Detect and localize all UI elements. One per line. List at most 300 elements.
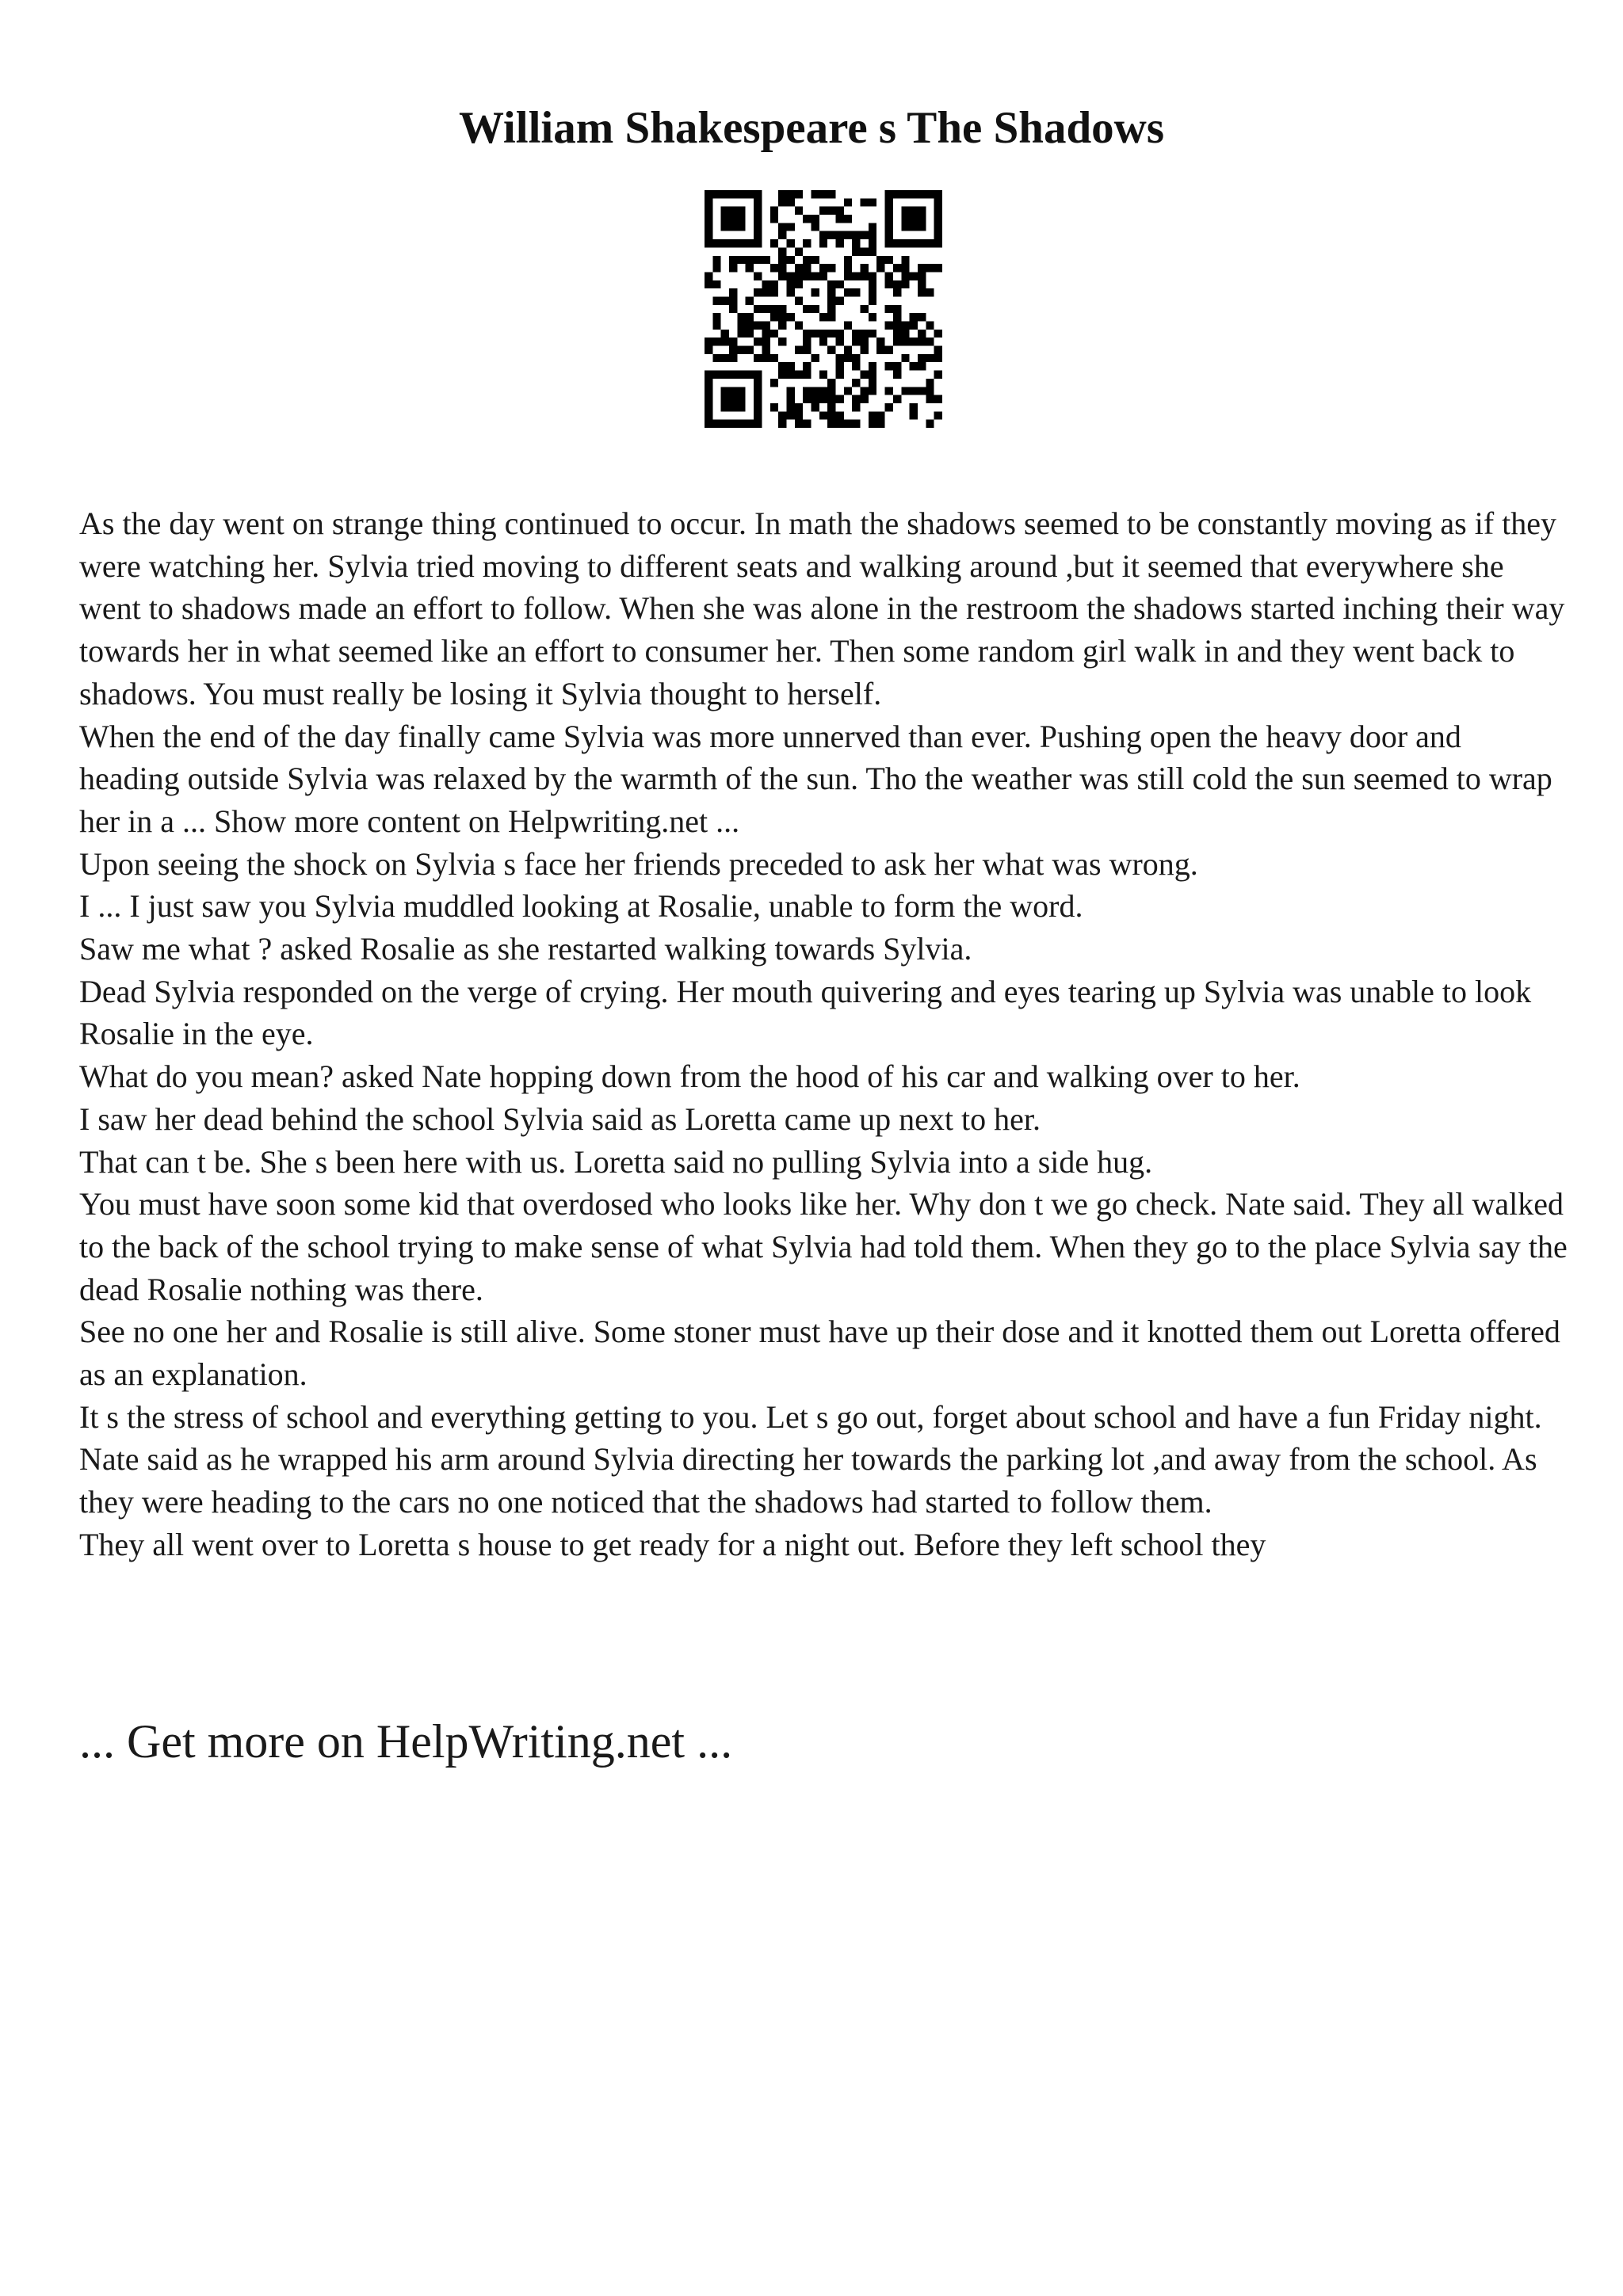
paragraph: What do you mean? asked Nate hopping down from the hood of his car and walking over to her. [79,1058,1300,1095]
qr-module [795,272,803,280]
qr-module [836,231,844,239]
qr-module [819,264,827,272]
qr-module [754,256,762,264]
qr-module [893,362,901,370]
qr-module [926,338,934,345]
qr-module [786,223,794,231]
qr-module [852,338,860,345]
qr-module [844,215,852,223]
qr-module [885,256,893,264]
qr-module [746,346,754,354]
qr-module [778,272,786,280]
qr-module [770,313,778,321]
qr-module [926,264,934,272]
qr-module [852,362,860,370]
qr-module [811,330,819,338]
qr-module [795,247,803,255]
qr-module [770,215,778,223]
qr-module [861,231,869,239]
qr-module [786,387,794,395]
qr-module [901,264,909,272]
qr-module [852,231,860,239]
qr-module [803,387,811,395]
qr-module [786,256,794,264]
qr-module [844,346,852,354]
qr-module [778,198,786,206]
qr-module [836,354,844,362]
qr-module [803,215,811,223]
qr-module [869,296,876,304]
qr-module [746,313,754,321]
qr-module [778,305,786,313]
qr-module [852,420,860,428]
qr-module [918,272,926,280]
qr-module [861,264,869,272]
qr-module [786,313,794,321]
qr-module [729,296,737,304]
qr-module [803,239,811,247]
qr-module [762,330,769,338]
qr-module [786,288,794,296]
qr-module [918,338,926,345]
qr-module [746,264,754,272]
qr-module [705,338,712,345]
qr-module [712,313,720,321]
qr-module [811,223,819,231]
qr-module [819,387,827,395]
qr-module [795,190,803,198]
paragraph: As the day went on strange thing continued to occur. In math the shadows seemed to be constantly moving as if they were watching her. Sylvia tried moving to different seats and walking around ,but it seemed that everywhere she went to shadows made an effort to follow. When she was alone in the restroom the shadows started inching their way towards her in what seemed like an effort to consumer her. Then some random girl walk in and they went back to shadows. You must really be losing it Sylvia thought to herself. [79,505,1565,711]
qr-module [786,190,794,198]
qr-module [844,272,852,280]
qr-module [844,354,852,362]
qr-module [811,354,819,362]
qr-module [836,296,844,304]
qr-module [737,256,745,264]
qr-module [893,280,901,288]
qr-module [712,256,720,264]
qr-module [827,288,835,296]
qr-module [770,264,778,272]
qr-module [786,403,794,411]
qr-module [778,223,786,231]
qr-module [901,256,909,264]
qr-module [705,272,712,280]
qr-module [778,231,786,239]
qr-module [876,256,884,264]
qr-module [811,395,819,403]
qr-module [918,387,926,395]
qr-module [836,420,844,428]
qr-module [869,288,876,296]
qr-module [827,305,835,313]
get-more-link[interactable]: ... Get more on HelpWriting.net ... [79,1715,733,1768]
qr-module [844,256,852,264]
qr-module [811,403,819,411]
qr-module [852,379,860,387]
qr-module [803,272,811,280]
qr-module [819,338,827,345]
qr-module [795,207,803,215]
qr-module [762,256,769,264]
qr-module [827,411,835,419]
qr-module [869,362,876,370]
qr-module [861,330,869,338]
qr-module [934,371,942,379]
qr-module [803,395,811,403]
qr-module [852,395,860,403]
qr-module [869,198,876,206]
qr-module [729,346,737,354]
qr-module [852,247,860,255]
qr-module [926,288,934,296]
qr-module [803,420,811,428]
qr-module [827,330,835,338]
qr-module [803,338,811,345]
qr-module [836,330,844,338]
qr-module [754,288,762,296]
qr-module [918,280,926,288]
qr-module [885,362,893,370]
qr-module [910,338,918,345]
qr-module [934,354,942,362]
qr-module [811,190,819,198]
qr-module [827,296,835,304]
qr-module [876,338,884,345]
qr-module [910,362,918,370]
qr-module [876,411,884,419]
qr-code-icon [705,190,942,428]
qr-module [861,305,869,313]
qr-module [918,362,926,370]
qr-module [746,296,754,304]
qr-module [778,322,786,330]
qr-module [770,207,778,215]
qr-module [918,288,926,296]
qr-module [819,313,827,321]
qr-module [737,313,745,321]
qr-module [926,322,934,330]
qr-module [926,395,934,403]
qr-module [910,313,918,321]
qr-module [885,305,893,313]
qr-module [795,411,803,419]
qr-module [721,330,729,338]
qr-module [910,272,918,280]
qr-module [852,354,860,362]
qr-module [803,346,811,354]
qr-module [901,330,909,338]
qr-code-graphic [705,190,942,428]
qr-module [885,322,893,330]
qr-module [721,338,729,345]
qr-module [721,296,729,304]
qr-module [786,395,794,403]
qr-module [827,420,835,428]
qr-module [893,330,901,338]
qr-module [852,239,860,247]
qr-module [778,313,786,321]
qr-module [737,346,745,354]
qr-module [852,272,860,280]
paragraph: Saw me what ? asked Rosalie as she restarted walking towards Sylvia. [79,931,972,967]
qr-module [811,256,819,264]
qr-module [737,322,745,330]
qr-module [754,354,762,362]
qr-module [778,190,786,198]
qr-module [819,411,827,419]
qr-module [778,256,786,264]
qr-module [869,231,876,239]
qr-module [827,231,835,239]
qr-module [893,371,901,379]
qr-module [836,338,844,345]
qr-module [918,264,926,272]
qr-module [746,256,754,264]
qr-module [770,403,778,411]
qr-module [770,354,778,362]
qr-module [852,403,860,411]
qr-module [869,420,876,428]
qr-module [819,272,827,280]
qr-module [836,215,844,223]
qr-module [712,322,720,330]
qr-module [712,280,720,288]
qr-module [836,280,844,288]
qr-module [778,338,786,345]
paragraph: When the end of the day finally came Sylvia was more unnerved than ever. Pushing open the heavy door and heading outside Sylvia was relaxed by the warmth of the sun. Tho the weather was still cold the sun seemed to wrap her in a ... Show more content on Helpwriting.net ... [79,718,1552,839]
qr-module [827,280,835,288]
qr-module [876,264,884,272]
qr-module [869,223,876,231]
qr-module [844,420,852,428]
qr-module [754,272,762,280]
paragraph: I ... I just saw you Sylvia muddled looking at Rosalie, unable to form the word. [79,888,1083,925]
qr-module [786,272,794,280]
qr-module [729,338,737,345]
qr-module [934,395,942,403]
qr-module [885,272,893,280]
qr-module [844,264,852,272]
qr-module [918,354,926,362]
qr-module [910,387,918,395]
qr-module [901,387,909,395]
qr-module [712,338,720,345]
qr-module [778,411,786,419]
qr-module [770,379,778,387]
qr-module [803,256,811,264]
qr-module [746,330,754,338]
qr-module [746,322,754,330]
qr-module [762,338,769,345]
qr-module [786,280,794,288]
qr-module [803,264,811,272]
qr-module [737,330,745,338]
qr-module [869,371,876,379]
qr-module [885,346,893,354]
qr-module [869,387,876,395]
qr-module [869,247,876,255]
qr-module [712,296,720,304]
qr-module [934,411,942,419]
qr-module [885,387,893,395]
qr-module [819,239,827,247]
paragraph: I saw her dead behind the school Sylvia said as Loretta came up next to her. [79,1100,1041,1137]
qr-module [869,379,876,387]
page-title: William Shakespeare s The Shadows [458,103,1165,153]
qr-module [918,313,926,321]
qr-module [827,207,835,215]
qr-module [803,362,811,370]
paragraph: It s the stress of school and everything getting to you. Let s go out, forget about school and have a fun Friday night. Nate said as he wrapped his arm around Sylvia directing her towards the parking lot ,and away from the school. As they were heading to the cars no one noticed that the shadows had started to follow them. [79,1398,1542,1520]
qr-module [861,247,869,255]
qr-module [861,346,869,354]
qr-module [918,330,926,338]
qr-module [844,387,852,395]
qr-module [910,322,918,330]
qr-module [844,231,852,239]
qr-module [729,288,737,296]
qr-module [827,346,835,354]
qr-module [852,330,860,338]
qr-module [844,288,852,296]
qr-module [934,330,942,338]
qr-module [827,379,835,387]
qr-module [893,338,901,345]
qr-module [836,239,844,247]
qr-module [795,296,803,304]
qr-module [885,403,893,411]
paragraph: They all went over to Loretta s house to get ready for a night out. Before they left school they [79,1526,1266,1562]
qr-module [811,387,819,395]
qr-module [721,354,729,362]
qr-module [819,231,827,239]
qr-module [861,198,869,206]
qr-module [836,411,844,419]
qr-module [778,264,786,272]
paragraph: Dead Sylvia responded on the verge of crying. Her mouth quivering and eyes tearing up Sylvia was unable to look Rosalie in the eye. [79,973,1532,1052]
qr-module [754,322,762,330]
qr-module [934,264,942,272]
qr-module [861,371,869,379]
qr-module [910,411,918,419]
qr-module [786,239,794,247]
qr-module [762,305,769,313]
qr-module [770,330,778,338]
qr-module [901,354,909,362]
qr-module [762,280,769,288]
qr-module [910,403,918,411]
qr-module [861,395,869,403]
qr-module [803,305,811,313]
qr-module [869,272,876,280]
qr-module [795,420,803,428]
qr-module [795,403,803,411]
qr-module [770,280,778,288]
qr-module [778,420,786,428]
qr-module [844,198,852,206]
qr-module [811,305,819,313]
qr-module [770,305,778,313]
paragraph: See no one her and Rosalie is still alive. Some stoner must have up their dose and it knotted them out Loretta offered as an explanation. [79,1314,1560,1393]
qr-module [827,264,835,272]
qr-module [901,272,909,280]
qr-module [876,420,884,428]
qr-module [901,338,909,345]
qr-module [786,411,794,419]
qr-module [893,322,901,330]
qr-module [901,280,909,288]
paragraph: You must have soon some kid that overdosed who looks like her. Why don t we go check. Nate said. They all walked to the back of the school trying to make sense of what Sylvia had told them. When they go to the place Sylvia say the dead Rosalie nothing was there. [79,1186,1568,1307]
qr-module [827,403,835,411]
qr-module [926,420,934,428]
qr-module [754,338,762,345]
qr-module [844,322,852,330]
qr-module [819,207,827,215]
qr-module [861,387,869,395]
qr-module [861,272,869,280]
qr-module [869,313,876,321]
qr-module [926,354,934,362]
qr-module [705,280,712,288]
qr-module [852,288,860,296]
qr-module [803,330,811,338]
qr-module [803,371,811,379]
qr-module [819,190,827,198]
qr-module [861,338,869,345]
qr-module [712,264,720,272]
qr-module [819,371,827,379]
qr-module [770,288,778,296]
qr-module [795,264,803,272]
qr-module [705,346,712,354]
qr-module [778,247,786,255]
qr-module [819,395,827,403]
qr-module [762,354,769,362]
qr-module [729,256,737,264]
qr-module [836,362,844,370]
qr-module [827,190,835,198]
qr-module [811,288,819,296]
qr-module [893,395,901,403]
qr-module [934,346,942,354]
qr-module [786,371,794,379]
paragraph: Upon seeing the shock on Sylvia s face her friends preceded to ask her what was wrong. [79,845,1198,882]
qr-module [869,239,876,247]
qr-module [893,305,901,313]
qr-module [762,346,769,354]
qr-module [836,207,844,215]
qr-module [795,280,803,288]
qr-module [836,395,844,403]
qr-module [778,371,786,379]
qr-module [795,371,803,379]
qr-module [762,322,769,330]
qr-module [795,346,803,354]
qr-module [827,313,835,321]
qr-module [811,272,819,280]
qr-module [869,280,876,288]
qr-module [885,280,893,288]
qr-module [811,215,819,223]
qr-module [876,346,884,354]
qr-module [729,305,737,313]
qr-module [754,305,762,313]
qr-module [712,354,720,362]
qr-module [729,264,737,272]
qr-module [893,264,901,272]
qr-module [770,239,778,247]
